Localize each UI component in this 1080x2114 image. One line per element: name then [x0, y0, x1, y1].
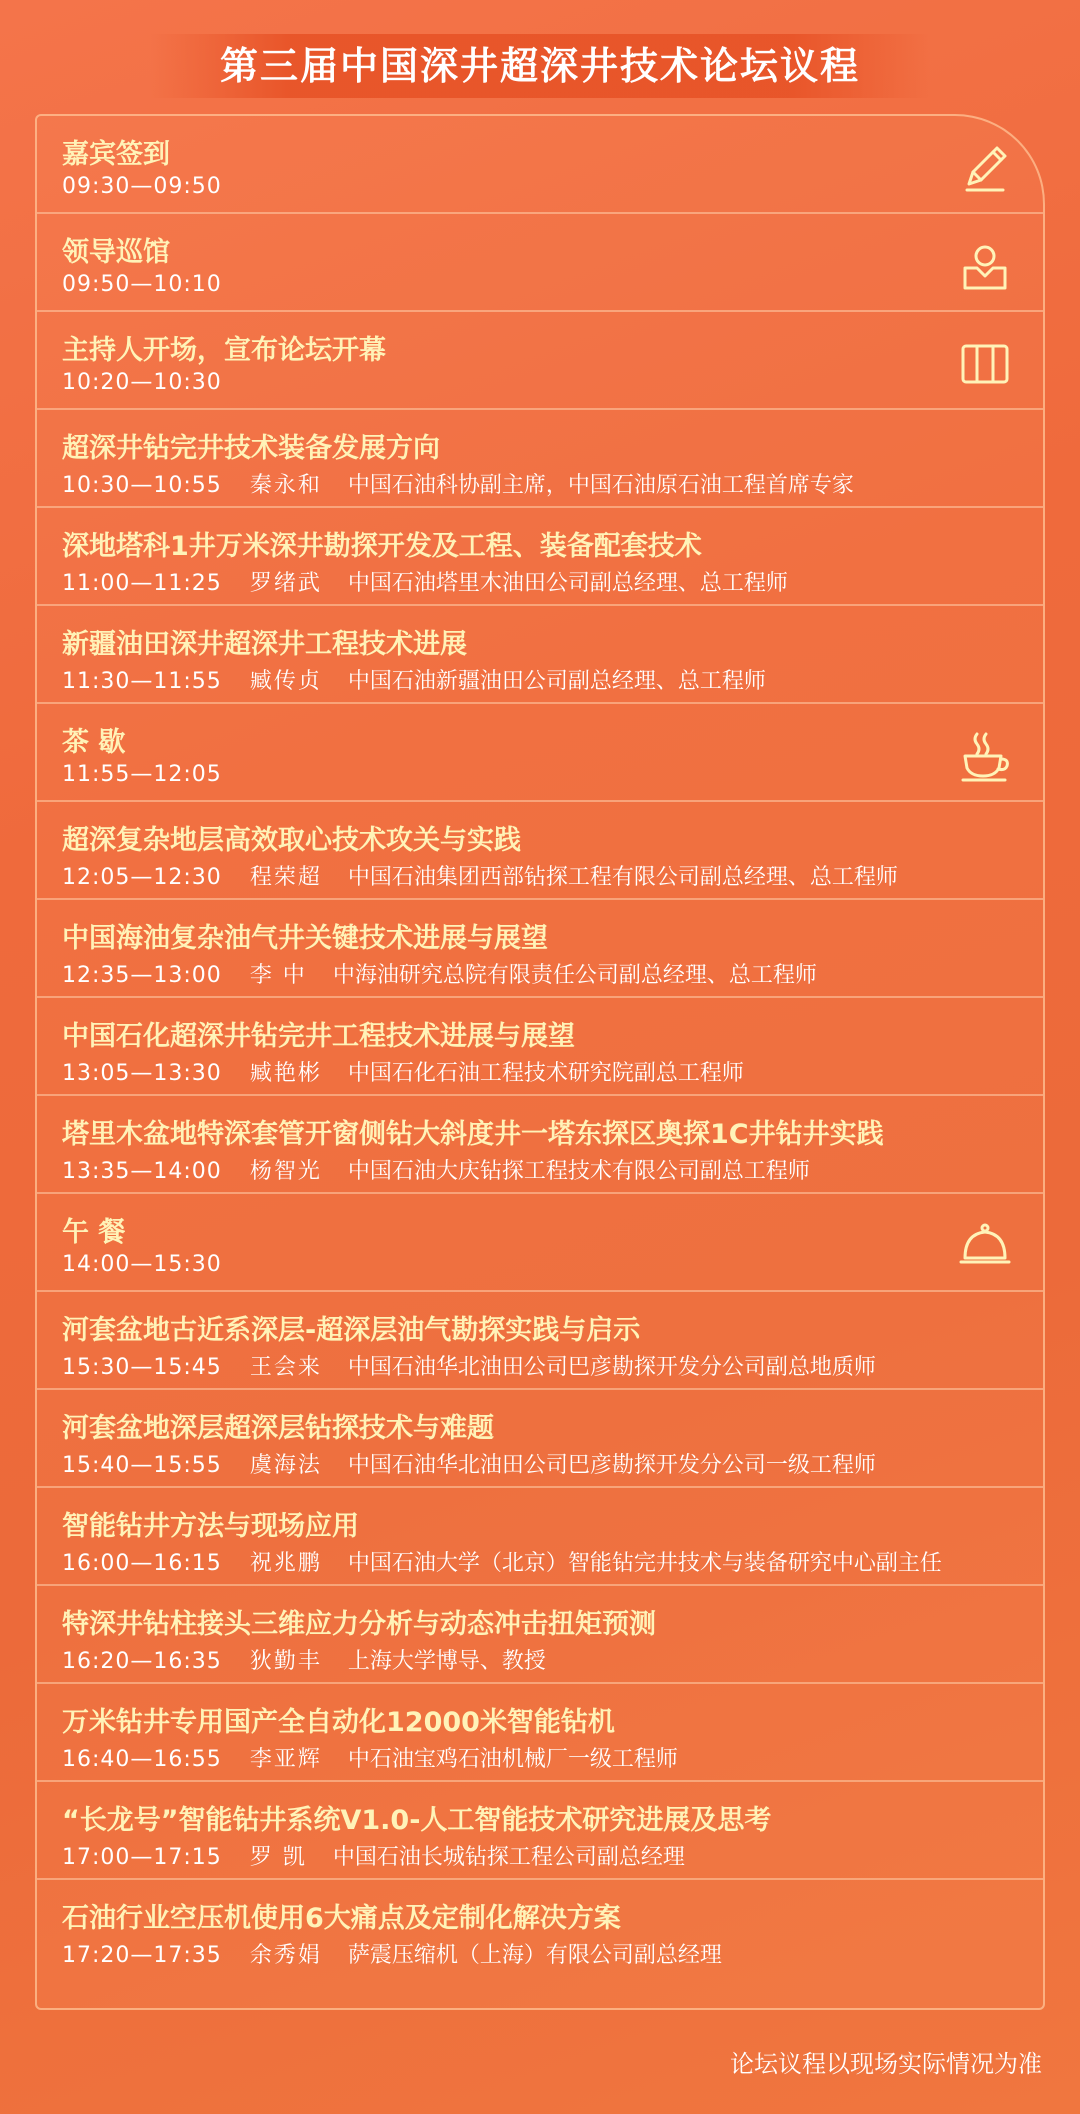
agenda-row [37, 1684, 1043, 1782]
agenda-item-title: 特深井钻柱接头三维应力分析与动态冲击扭矩预测 [62, 1609, 656, 1640]
agenda-item-organization: 中国石油科协副主席，中国石油原石油工程首席专家 [347, 473, 854, 498]
agenda-item-organization: 中国石油大学（北京）智能钻完井技术与装备研究中心副主任 [347, 1551, 942, 1576]
agenda-item-organization: 中国石油塔里木油田公司副总经理、总工程师 [347, 571, 788, 596]
agenda-item-title: 中国海油复杂油气井关键技术进展与展望 [62, 923, 548, 954]
page-title: 第三届中国深井超深井技术论坛议程 [150, 34, 930, 98]
agenda-row [37, 1880, 1043, 1978]
agenda-item-details [62, 1644, 546, 1675]
agenda-row [37, 1194, 1043, 1292]
agenda-item-title: 智能钻井方法与现场应用 [62, 1511, 359, 1542]
agenda-item-title: 领导巡馆 [62, 237, 170, 268]
agenda-row [37, 1096, 1043, 1194]
agenda-item-details [62, 1938, 722, 1969]
agenda-item-time: 10:20—10:30 [62, 370, 222, 395]
agenda-item-details [62, 1840, 685, 1871]
agenda-item-title: 午 餐 [62, 1217, 126, 1248]
agenda-item-details [62, 1154, 810, 1185]
agenda-row [37, 312, 1043, 410]
agenda-item-details [62, 1448, 876, 1479]
agenda-item-details [62, 958, 817, 989]
agenda-item-title: 深地塔科1井万米深井勘探开发及工程、装备配套技术 [62, 531, 702, 562]
agenda-row [37, 1782, 1043, 1880]
agenda-item-details [62, 664, 766, 695]
agenda-item-time: 11:30—11:55 [62, 669, 222, 694]
tea-cup-icon [955, 726, 1015, 786]
agenda-item-time: 10:30—10:55 [62, 473, 222, 498]
agenda-item-speaker: 罗 凯 [249, 1845, 307, 1870]
agenda-item-title: 茶 歇 [62, 727, 126, 758]
agenda-item-time: 09:30—09:50 [62, 174, 222, 199]
agenda-item-time: 11:00—11:25 [62, 571, 222, 596]
agenda-item-speaker: 虞海法 [249, 1453, 322, 1478]
agenda-row [37, 1488, 1043, 1586]
agenda-item-time: 09:50—10:10 [62, 272, 222, 297]
agenda-item-speaker: 余秀娟 [249, 1943, 322, 1968]
agenda-row [37, 1292, 1043, 1390]
agenda-row [37, 508, 1043, 606]
agenda-item-details [62, 468, 854, 499]
agenda-row [37, 900, 1043, 998]
agenda-item-title: 超深复杂地层高效取心技术攻关与实践 [62, 825, 521, 856]
agenda-item-organization: 中国石油华北油田公司巴彦勘探开发分公司副总地质师 [347, 1355, 876, 1380]
agenda-item-title: 万米钻井专用国产全自动化12000米智能钻机 [62, 1707, 615, 1738]
agenda-item-title: 河套盆地深层超深层钻探技术与难题 [62, 1413, 494, 1444]
agenda-row [37, 606, 1043, 704]
agenda-item-details [62, 174, 222, 199]
agenda-item-speaker: 罗绪武 [249, 571, 322, 596]
agenda-item-organization: 上海大学博导、教授 [347, 1649, 546, 1674]
agenda-item-details [62, 272, 222, 297]
agenda-item-title: 石油行业空压机使用6大痛点及定制化解决方案 [62, 1903, 621, 1934]
agenda-item-speaker: 臧艳彬 [249, 1061, 322, 1086]
agenda-item-organization: 中国石油大庆钻探工程技术有限公司副总工程师 [347, 1159, 810, 1184]
agenda-item-organization: 中石油宝鸡石油机械厂一级工程师 [347, 1747, 678, 1772]
agenda-item-time: 16:20—16:35 [62, 1649, 222, 1674]
agenda-item-organization: 中海油研究总院有限责任公司副总经理、总工程师 [332, 963, 817, 988]
agenda-item-title: 嘉宾签到 [62, 139, 170, 170]
agenda-item-time: 12:05—12:30 [62, 865, 222, 890]
person-badge-icon [955, 236, 1015, 296]
agenda-item-details [62, 1742, 678, 1773]
agenda-row [37, 998, 1043, 1096]
agenda-row [37, 1586, 1043, 1684]
agenda-item-time: 17:20—17:35 [62, 1943, 222, 1968]
agenda-row [37, 704, 1043, 802]
agenda-item-details [62, 370, 222, 395]
agenda-item-time: 16:40—16:55 [62, 1747, 222, 1772]
agenda-row [37, 116, 1043, 214]
agenda-item-title: 河套盆地古近系深层-超深层油气勘探实践与启示 [62, 1315, 641, 1346]
agenda-item-speaker: 杨智光 [249, 1159, 322, 1184]
agenda-item-time: 12:35—13:00 [62, 963, 222, 988]
agenda-item-title: 超深井钻完井技术装备发展方向 [62, 433, 440, 464]
agenda-item-time: 17:00—17:15 [62, 1845, 222, 1870]
pillars-icon [955, 334, 1015, 394]
agenda-item-speaker: 祝兆鹏 [249, 1551, 322, 1576]
agenda-item-organization: 中国石油集团西部钻探工程有限公司副总经理、总工程师 [347, 865, 898, 890]
agenda-item-speaker: 程荣超 [249, 865, 322, 890]
agenda-item-details [62, 762, 222, 787]
agenda-item-details [62, 1056, 744, 1087]
agenda-item-details [62, 1350, 876, 1381]
footer-note: 论坛议程以现场实际情况为准 [730, 2050, 1042, 2078]
agenda-item-organization: 中国石化石油工程技术研究院副总工程师 [347, 1061, 744, 1086]
pencil-icon [955, 138, 1015, 198]
agenda-item-time: 16:00—16:15 [62, 1551, 222, 1576]
agenda-item-speaker: 秦永和 [249, 473, 322, 498]
agenda-item-title: 中国石化超深井钻完井工程技术进展与展望 [62, 1021, 575, 1052]
agenda-item-time: 15:40—15:55 [62, 1453, 222, 1478]
agenda-item-title: 主持人开场，宣布论坛开幕 [62, 335, 386, 366]
agenda-item-speaker: 狄勤丰 [249, 1649, 322, 1674]
agenda-item-title: 塔里木盆地特深套管开窗侧钻大斜度井一塔东探区奥探1C井钻井实践 [62, 1119, 884, 1150]
agenda-item-title: 新疆油田深井超深井工程技术进展 [62, 629, 467, 660]
agenda-item-details [62, 566, 788, 597]
agenda-item-time: 13:05—13:30 [62, 1061, 222, 1086]
agenda-item-time: 13:35—14:00 [62, 1159, 222, 1184]
agenda-item-speaker: 臧传贞 [249, 669, 322, 694]
agenda-item-organization: 中国石油华北油田公司巴彦勘探开发分公司一级工程师 [347, 1453, 876, 1478]
agenda-row [37, 410, 1043, 508]
agenda-item-details [62, 1252, 222, 1277]
agenda-row [37, 1390, 1043, 1488]
agenda-row [37, 802, 1043, 900]
agenda-item-time: 14:00—15:30 [62, 1252, 222, 1277]
agenda-item-speaker: 王会来 [249, 1355, 322, 1380]
agenda-list [37, 116, 1043, 1978]
agenda-item-organization: 中国石油新疆油田公司副总经理、总工程师 [347, 669, 766, 694]
agenda-item-organization: 中国石油长城钻探工程公司副总经理 [332, 1845, 685, 1870]
agenda-item-details [62, 860, 898, 891]
agenda-item-time: 15:30—15:45 [62, 1355, 222, 1380]
agenda-panel [35, 114, 1045, 2010]
agenda-item-details [62, 1546, 942, 1577]
food-cloche-icon [955, 1216, 1015, 1276]
agenda-item-time: 11:55—12:05 [62, 762, 222, 787]
agenda-item-organization: 萨震压缩机（上海）有限公司副总经理 [347, 1943, 722, 1968]
agenda-row [37, 214, 1043, 312]
agenda-item-title: “长龙号”智能钻井系统V1.0-人工智能技术研究进展及思考 [62, 1805, 772, 1836]
agenda-item-speaker: 李亚辉 [249, 1747, 322, 1772]
agenda-item-speaker: 李 中 [249, 963, 307, 988]
